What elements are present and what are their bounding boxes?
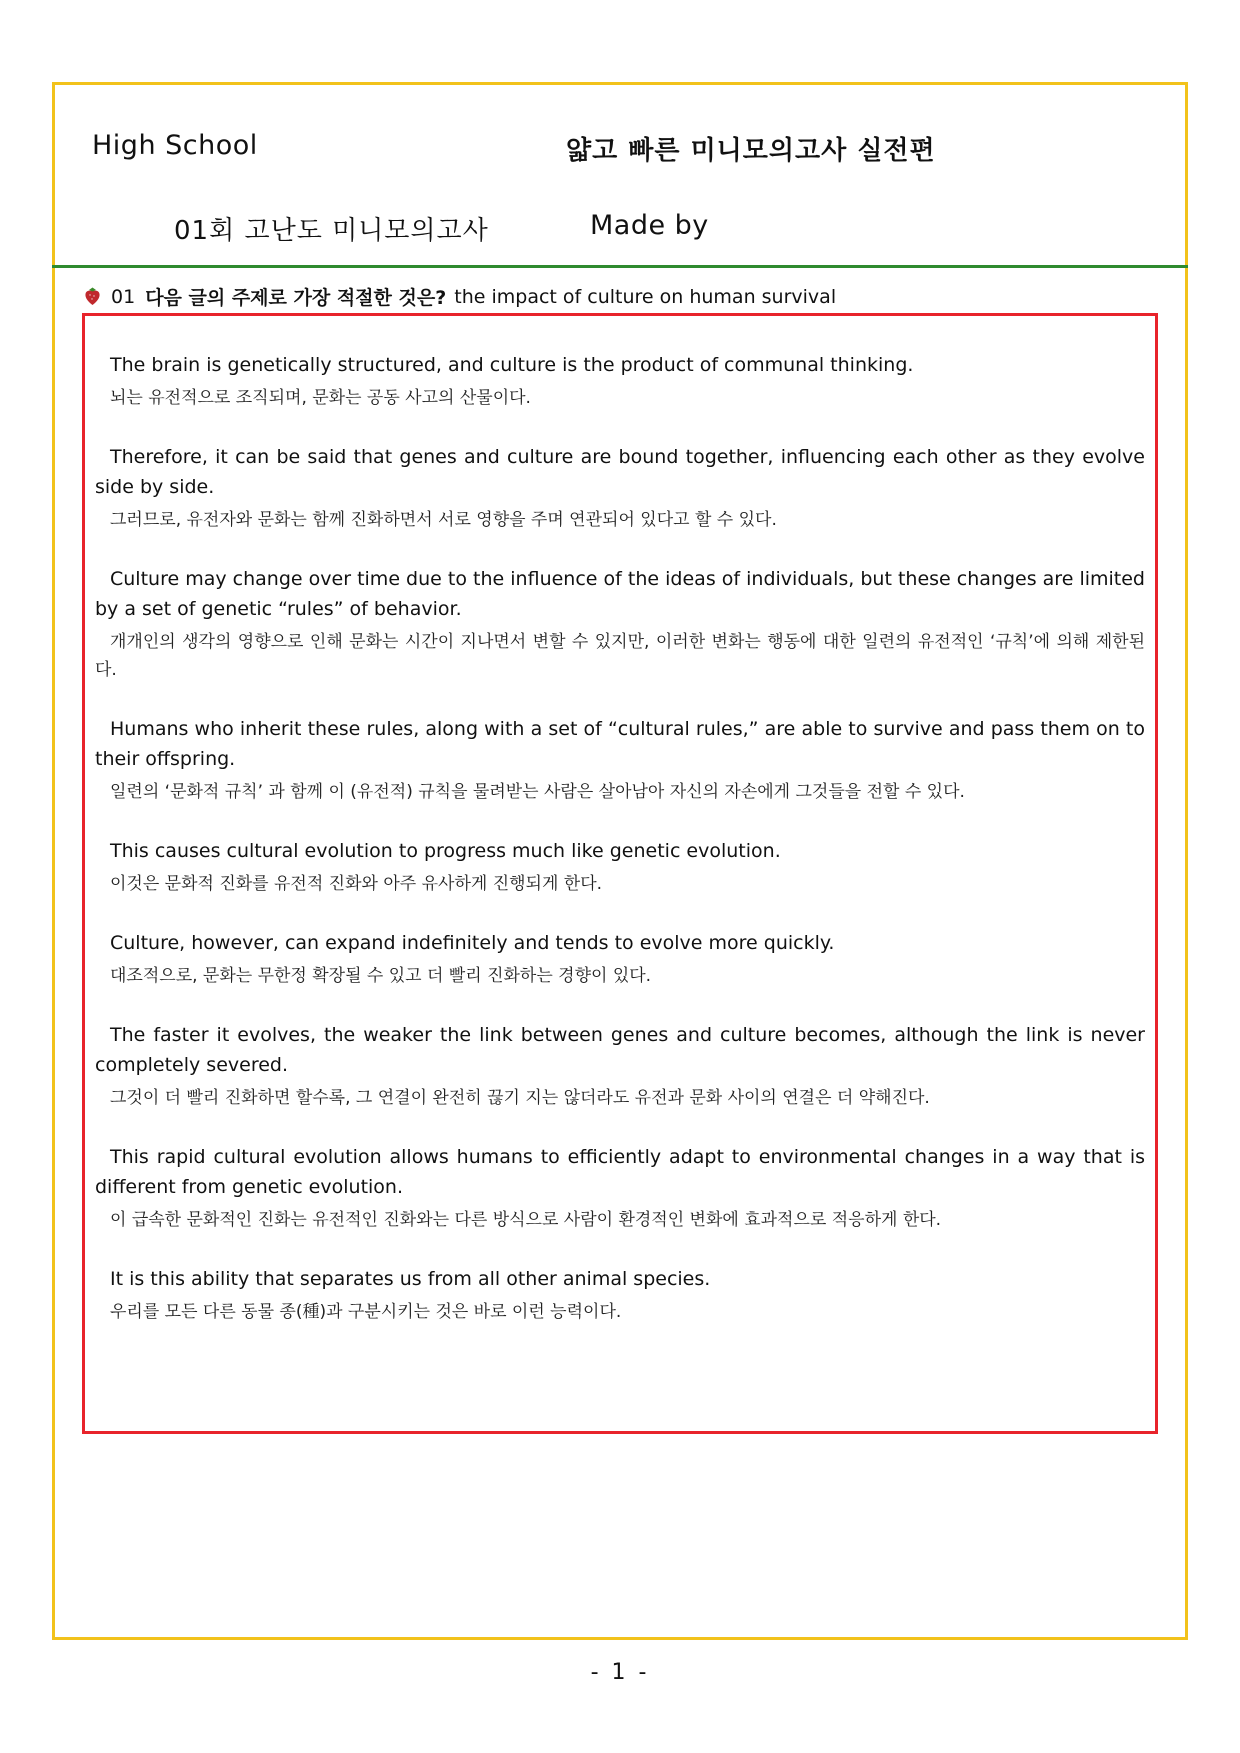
english-sentence: It is this ability that separates us from all other animal species. [110, 1268, 711, 1290]
english-sentence: This causes cultural evolution to progress much like genetic evolution. [110, 840, 781, 862]
sentence-pair [95, 564, 1145, 684]
english-sentence: Therefore, it can be said that genes and culture are bound together, influencing each other as they evolve side by side. [95, 446, 1145, 498]
sentence-pair [95, 442, 1145, 534]
korean-translation: 개개인의 생각의 영향으로 인해 문화는 시간이 지나면서 변할 수 있지만, 이러한 변화는 행동에 대한 일련의 유전적인 ‘규칙’에 의해 제한된다. [95, 632, 1145, 680]
strawberry-icon [84, 287, 101, 306]
sentence-pair [95, 1142, 1145, 1234]
question-prompt: 다음 글의 주제로 가장 적절한 것은? [145, 287, 447, 309]
sentence-pair [95, 350, 1145, 412]
korean-translation: 일련의 ‘문화적 규칙’ 과 함께 이 (유전적) 규칙을 물려받는 사람은 살아남아 자신의 자손에게 그것들을 전할 수 있다. [110, 782, 965, 802]
sentence-pair [95, 928, 1145, 990]
korean-translation: 그러므로, 유전자와 문화는 함께 진화하면서 서로 영향을 주며 연관되어 있다고 할 수 있다. [110, 510, 777, 530]
question-line [84, 283, 836, 310]
sentence-pair [95, 1264, 1145, 1326]
english-sentence: This rapid cultural evolution allows humans to efficiently adapt to environmental changes in a way that is different from genetic evolution. [95, 1146, 1145, 1198]
korean-translation: 이것은 문화적 진화를 유전적 진화와 아주 유사하게 진행되게 한다. [110, 874, 603, 894]
korean-translation: 대조적으로, 문화는 무한정 확장될 수 있고 더 빨리 진화하는 경향이 있다. [110, 966, 652, 986]
exam-round-title: 01회 고난도 미니모의고사 [174, 216, 489, 246]
korean-translation: 그것이 더 빨리 진화하면 할수록, 그 연결이 완전히 끊기 지는 않더라도 유전과 문화 사이의 연결은 더 약해진다. [110, 1088, 930, 1108]
english-sentence: Humans who inherit these rules, along with a set of “cultural rules,” are able to survive and pass them on to their offspring. [95, 718, 1145, 770]
header-series-title: 얇고 빠른 미니모의고사 실전편 [566, 136, 936, 166]
korean-translation: 뇌는 유전적으로 조직되며, 문화는 공동 사고의 산물이다. [110, 388, 531, 408]
english-sentence: Culture, however, can expand indefinitely and tends to evolve more quickly. [110, 932, 835, 954]
english-sentence: The faster it evolves, the weaker the link between genes and culture becomes, although the link is never completely severed. [95, 1024, 1145, 1076]
english-sentence: The brain is genetically structured, and culture is the product of communal thinking. [110, 354, 914, 376]
sentence-pair [95, 836, 1145, 898]
question-number: 01 [111, 285, 136, 308]
header-divider [52, 265, 1188, 268]
page-number: - 1 - [590, 1660, 650, 1685]
english-sentence: Culture may change over time due to the influence of the ideas of individuals, but these changes are limited by a set of genetic “rules” of behavior. [95, 568, 1145, 620]
sentence-pair [95, 714, 1145, 806]
passage-box [82, 313, 1158, 1434]
header-school-label: High School [92, 130, 258, 161]
sentence-pair [95, 1020, 1145, 1112]
author-label: Made by [590, 210, 709, 241]
korean-translation: 이 급속한 문화적인 진화는 유전적인 진화와는 다른 방식으로 사람이 환경적인 변화에 효과적으로 적응하게 한다. [110, 1210, 942, 1230]
korean-translation: 우리를 모든 다른 동물 종(種)과 구분시키는 것은 바로 이런 능력이다. [110, 1302, 622, 1322]
question-answer: the impact of culture on human survival [454, 285, 837, 308]
